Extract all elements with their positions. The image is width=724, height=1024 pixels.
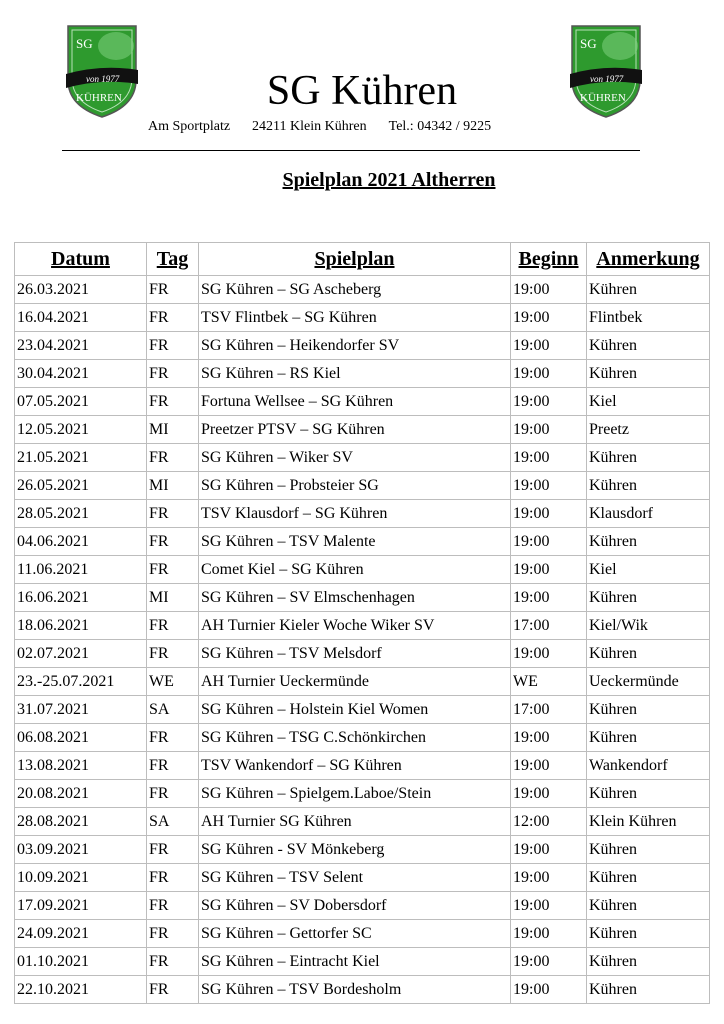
cell-match: SG Kühren – TSV Melsdorf: [199, 640, 511, 668]
cell-day: FR: [147, 388, 199, 416]
cell-note: Kühren: [587, 332, 710, 360]
cell-date: 13.08.2021: [15, 752, 147, 780]
cell-day: FR: [147, 332, 199, 360]
cell-day: FR: [147, 976, 199, 1004]
svg-text:KÜHREN: KÜHREN: [580, 92, 626, 104]
cell-note: Kiel: [587, 556, 710, 584]
cell-start: 19:00: [511, 500, 587, 528]
cell-day: FR: [147, 360, 199, 388]
cell-day: MI: [147, 584, 199, 612]
cell-start: 19:00: [511, 752, 587, 780]
cell-date: 20.08.2021: [15, 780, 147, 808]
cell-match: SG Kühren – RS Kiel: [199, 360, 511, 388]
cell-start: 19:00: [511, 444, 587, 472]
cell-match: SG Kühren – SG Ascheberg: [199, 276, 511, 304]
cell-match: SG Kühren – TSV Bordesholm: [199, 976, 511, 1004]
column-header-tag: Tag: [147, 243, 199, 276]
table-row: [15, 780, 710, 808]
cell-day: FR: [147, 556, 199, 584]
cell-start: 19:00: [511, 472, 587, 500]
table-row: [15, 892, 710, 920]
cell-start: 19:00: [511, 920, 587, 948]
club-name-heading: SG Kühren: [266, 68, 458, 114]
cell-start: 19:00: [511, 388, 587, 416]
table-row: [15, 444, 710, 472]
svg-text:KÜHREN: KÜHREN: [76, 92, 122, 104]
table-row: [15, 556, 710, 584]
cell-note: Kiel: [587, 388, 710, 416]
cell-start: 19:00: [511, 556, 587, 584]
cell-note: Kühren: [587, 584, 710, 612]
cell-day: WE: [147, 668, 199, 696]
column-header-datum: Datum: [15, 243, 147, 276]
cell-start: 19:00: [511, 528, 587, 556]
cell-date: 22.10.2021: [15, 976, 147, 1004]
document-title: Spielplan 2021 Altherren: [282, 169, 496, 191]
cell-date: 01.10.2021: [15, 948, 147, 976]
cell-start: 19:00: [511, 976, 587, 1004]
cell-note: Kühren: [587, 948, 710, 976]
cell-date: 03.09.2021: [15, 836, 147, 864]
cell-date: 31.07.2021: [15, 696, 147, 724]
table-row: [15, 304, 710, 332]
table-row: [15, 948, 710, 976]
cell-start: 19:00: [511, 836, 587, 864]
cell-start: 19:00: [511, 724, 587, 752]
cell-match: SG Kühren – Probsteier SG: [199, 472, 511, 500]
cell-note: Kühren: [587, 920, 710, 948]
cell-date: 11.06.2021: [15, 556, 147, 584]
cell-date: 28.05.2021: [15, 500, 147, 528]
cell-note: Kühren: [587, 640, 710, 668]
address-street: Am Sportplatz: [148, 119, 231, 134]
cell-match: TSV Wankendorf – SG Kühren: [199, 752, 511, 780]
cell-date: 16.04.2021: [15, 304, 147, 332]
club-address: [148, 119, 513, 135]
cell-match: SG Kühren – Eintracht Kiel: [199, 948, 511, 976]
schedule-table: [14, 242, 710, 1004]
table-row: [15, 976, 710, 1004]
cell-day: FR: [147, 892, 199, 920]
cell-day: FR: [147, 724, 199, 752]
cell-date: 07.05.2021: [15, 388, 147, 416]
cell-start: 19:00: [511, 780, 587, 808]
table-row: [15, 864, 710, 892]
cell-day: FR: [147, 500, 199, 528]
cell-date: 06.08.2021: [15, 724, 147, 752]
cell-day: FR: [147, 780, 199, 808]
cell-start: 19:00: [511, 276, 587, 304]
cell-start: 19:00: [511, 640, 587, 668]
cell-date: 21.05.2021: [15, 444, 147, 472]
cell-day: FR: [147, 948, 199, 976]
cell-day: FR: [147, 528, 199, 556]
cell-date: 30.04.2021: [15, 360, 147, 388]
table-header-row: [15, 243, 710, 276]
cell-date: 18.06.2021: [15, 612, 147, 640]
cell-date: 23.-25.07.2021: [15, 668, 147, 696]
column-header-beginn: Beginn: [511, 243, 587, 276]
cell-match: SG Kühren – Gettorfer SC: [199, 920, 511, 948]
cell-start: 19:00: [511, 416, 587, 444]
cell-note: Klausdorf: [587, 500, 710, 528]
table-row: [15, 808, 710, 836]
cell-date: 16.06.2021: [15, 584, 147, 612]
table-row: [15, 668, 710, 696]
table-row: [15, 276, 710, 304]
cell-match: SG Kühren – TSG C.Schönkirchen: [199, 724, 511, 752]
cell-match: Fortuna Wellsee – SG Kühren: [199, 388, 511, 416]
cell-note: Klein Kühren: [587, 808, 710, 836]
cell-match: TSV Flintbek – SG Kühren: [199, 304, 511, 332]
cell-day: FR: [147, 276, 199, 304]
cell-match: SG Kühren – Heikendorfer SV: [199, 332, 511, 360]
cell-date: 17.09.2021: [15, 892, 147, 920]
cell-note: Flintbek: [587, 304, 710, 332]
cell-date: 04.06.2021: [15, 528, 147, 556]
cell-note: Kühren: [587, 976, 710, 1004]
table-row: [15, 332, 710, 360]
cell-note: Kiel/Wik: [587, 612, 710, 640]
cell-day: MI: [147, 416, 199, 444]
address-city: 24211 Klein Kühren: [252, 119, 367, 134]
cell-day: FR: [147, 444, 199, 472]
table-row: [15, 752, 710, 780]
column-header-anmerkung: Anmerkung: [587, 243, 710, 276]
svg-text:von 1977: von 1977: [86, 74, 120, 84]
cell-date: 12.05.2021: [15, 416, 147, 444]
cell-match: AH Turnier Ueckermünde: [199, 668, 511, 696]
table-row: [15, 836, 710, 864]
cell-match: SG Kühren - SV Mönkeberg: [199, 836, 511, 864]
column-header-spielplan: Spielplan: [199, 243, 511, 276]
cell-start: 19:00: [511, 304, 587, 332]
address-phone: Tel.: 04342 / 9225: [388, 119, 492, 134]
table-row: [15, 640, 710, 668]
cell-start: 19:00: [511, 360, 587, 388]
cell-date: 26.03.2021: [15, 276, 147, 304]
cell-date: 23.04.2021: [15, 332, 147, 360]
table-row: [15, 696, 710, 724]
cell-match: SG Kühren – Holstein Kiel Women: [199, 696, 511, 724]
cell-match: Preetzer PTSV – SG Kühren: [199, 416, 511, 444]
cell-date: 26.05.2021: [15, 472, 147, 500]
cell-day: MI: [147, 472, 199, 500]
cell-start: 19:00: [511, 892, 587, 920]
cell-note: Kühren: [587, 836, 710, 864]
cell-date: 10.09.2021: [15, 864, 147, 892]
svg-text:SG: SG: [76, 36, 93, 51]
cell-note: Preetz: [587, 416, 710, 444]
cell-note: Kühren: [587, 724, 710, 752]
cell-start: 19:00: [511, 584, 587, 612]
cell-date: 28.08.2021: [15, 808, 147, 836]
cell-match: SG Kühren – SV Dobersdorf: [199, 892, 511, 920]
cell-note: Kühren: [587, 892, 710, 920]
cell-note: Kühren: [587, 472, 710, 500]
cell-start: 19:00: [511, 948, 587, 976]
cell-date: 02.07.2021: [15, 640, 147, 668]
cell-note: Kühren: [587, 444, 710, 472]
cell-start: 12:00: [511, 808, 587, 836]
table-row: [15, 724, 710, 752]
table-row: [15, 584, 710, 612]
cell-start: 17:00: [511, 612, 587, 640]
cell-day: FR: [147, 640, 199, 668]
svg-text:SG: SG: [580, 36, 597, 51]
cell-day: FR: [147, 612, 199, 640]
cell-note: Kühren: [587, 360, 710, 388]
cell-match: AH Turnier Kieler Woche Wiker SV: [199, 612, 511, 640]
cell-note: Kühren: [587, 696, 710, 724]
header-divider: [62, 150, 640, 151]
svg-text:von 1977: von 1977: [590, 74, 624, 84]
cell-note: Wankendorf: [587, 752, 710, 780]
cell-note: Kühren: [587, 276, 710, 304]
cell-day: FR: [147, 920, 199, 948]
cell-note: Ueckermünde: [587, 668, 710, 696]
cell-day: SA: [147, 808, 199, 836]
table-row: [15, 360, 710, 388]
cell-start: 17:00: [511, 696, 587, 724]
cell-day: FR: [147, 864, 199, 892]
cell-date: 24.09.2021: [15, 920, 147, 948]
cell-match: SG Kühren – TSV Malente: [199, 528, 511, 556]
cell-match: SG Kühren – SV Elmschenhagen: [199, 584, 511, 612]
cell-note: Kühren: [587, 780, 710, 808]
cell-start: WE: [511, 668, 587, 696]
cell-match: SG Kühren – Wiker SV: [199, 444, 511, 472]
cell-note: Kühren: [587, 528, 710, 556]
cell-day: FR: [147, 836, 199, 864]
cell-match: SG Kühren – Spielgem.Laboe/Stein: [199, 780, 511, 808]
table-row: [15, 500, 710, 528]
table-row: [15, 388, 710, 416]
cell-match: Comet Kiel – SG Kühren: [199, 556, 511, 584]
cell-day: FR: [147, 752, 199, 780]
table-row: [15, 612, 710, 640]
table-row: [15, 416, 710, 444]
cell-start: 19:00: [511, 332, 587, 360]
cell-note: Kühren: [587, 864, 710, 892]
cell-match: SG Kühren – TSV Selent: [199, 864, 511, 892]
table-row: [15, 472, 710, 500]
cell-start: 19:00: [511, 864, 587, 892]
cell-match: AH Turnier SG Kühren: [199, 808, 511, 836]
table-row: [15, 920, 710, 948]
cell-day: FR: [147, 304, 199, 332]
cell-match: TSV Klausdorf – SG Kühren: [199, 500, 511, 528]
table-row: [15, 528, 710, 556]
cell-day: SA: [147, 696, 199, 724]
